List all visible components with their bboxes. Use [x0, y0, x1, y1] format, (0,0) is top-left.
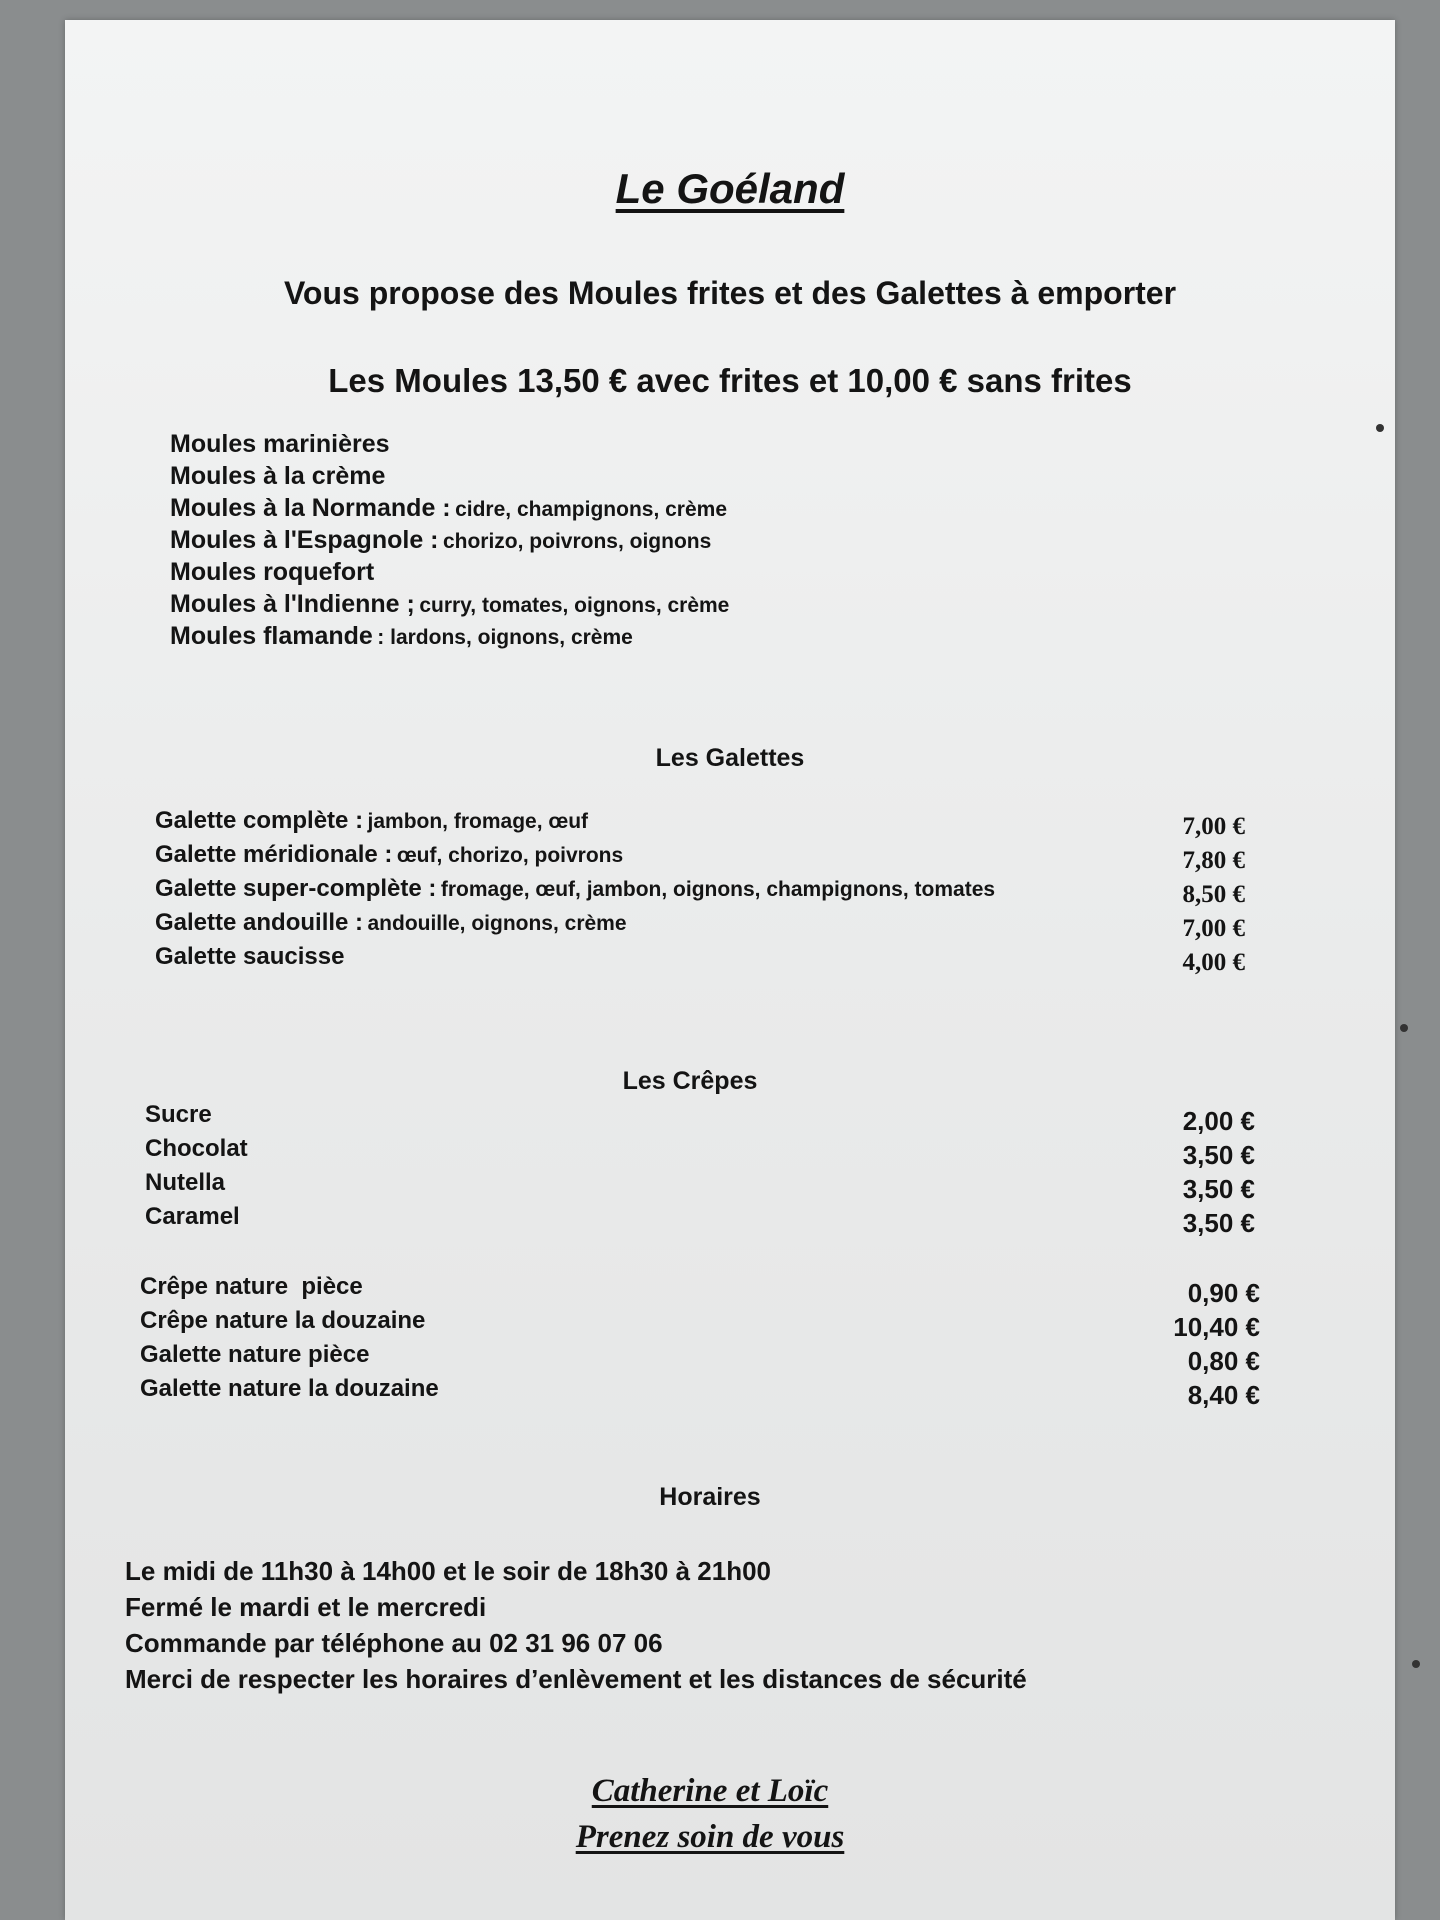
moule-name: Moules roquefort [170, 558, 375, 586]
item-name: Crêpe nature la douzaine [140, 1307, 426, 1334]
moule-name: Moules flamande [170, 622, 373, 650]
horaires-line: Merci de respecter les horaires d’enlèvement et les distances de sécurité [125, 1664, 1027, 1694]
moule-item [170, 428, 729, 460]
item-name: Galette andouille : [155, 909, 364, 936]
moules-heading: Les Moules 13,50 € avec frites et 10,00 € sans frites [328, 362, 1132, 399]
signature-names: Catherine et Loïc [591, 1773, 829, 1809]
moule-desc: curry, tomates, oignons, crème [419, 594, 730, 617]
galette-row [155, 872, 1245, 906]
item-desc: andouille, oignons, crème [367, 912, 627, 935]
pin-dot [1376, 424, 1384, 432]
horaires-line: Fermé le mardi et le mercredi [125, 1592, 487, 1622]
item-name: Crêpe nature pièce [140, 1273, 363, 1300]
moule-name: Moules marinières [170, 430, 390, 458]
pin-dot [1400, 1024, 1408, 1032]
moule-name: Moules à l'Indienne ; [170, 590, 415, 618]
crepe-row [145, 1166, 1255, 1204]
pin-dot [1412, 1660, 1420, 1668]
nature-row [140, 1372, 1260, 1410]
item-desc: œuf, chorizo, poivrons [396, 844, 624, 867]
moule-item [170, 588, 729, 620]
item-price: 4,00 € [1182, 949, 1245, 976]
item-price: 8,50 € [1182, 881, 1245, 908]
moule-item [170, 492, 729, 524]
moule-desc: cidre, champignons, crème [455, 498, 728, 521]
moule-name: Moules à la crème [170, 462, 386, 490]
horaires-line: Commande par téléphone au 02 31 96 07 06 [125, 1628, 663, 1658]
moule-item [170, 556, 729, 588]
item-price: 3,50 € [1182, 1208, 1255, 1238]
crepe-row [145, 1098, 1255, 1136]
item-name: Caramel [145, 1203, 240, 1230]
item-name: Galette saucisse [155, 943, 345, 970]
galettes-list [155, 804, 1245, 974]
horaires-title: Horaires [659, 1483, 761, 1511]
nature-list [140, 1270, 1260, 1410]
item-price: 8,40 € [1187, 1380, 1260, 1410]
item-desc: jambon, fromage, œuf [367, 810, 589, 833]
restaurant-title: Le Goéland [615, 165, 845, 212]
moule-name: Moules à la Normande : [170, 494, 451, 522]
crepes-list [145, 1098, 1255, 1238]
moules-list [170, 428, 729, 652]
moule-name: Moules à l'Espagnole : [170, 526, 439, 554]
moule-desc: : lardons, oignons, crème [377, 626, 633, 649]
galette-row [155, 906, 1245, 940]
item-name: Chocolat [145, 1135, 248, 1162]
item-name: Galette nature pièce [140, 1341, 370, 1368]
item-name: Galette complète : [155, 807, 364, 834]
signature [45, 1768, 1375, 1860]
galette-row [155, 940, 1245, 974]
nature-row [140, 1304, 1260, 1342]
galettes-title: Les Galettes [655, 744, 805, 772]
nature-row [140, 1338, 1260, 1376]
galette-row [155, 804, 1245, 838]
item-name: Nutella [145, 1169, 226, 1196]
signature-message: Prenez soin de vous [575, 1819, 845, 1855]
item-price: 7,80 € [1182, 847, 1245, 874]
item-name: Galette méridionale : [155, 841, 393, 868]
item-price: 3,50 € [1182, 1140, 1255, 1170]
moule-item [170, 524, 729, 556]
item-desc: fromage, œuf, jambon, oignons, champignons, tomates [440, 878, 996, 901]
moule-item [170, 460, 729, 492]
menu-sheet [65, 20, 1395, 1920]
horaires-lines [125, 1553, 1027, 1697]
galette-row [155, 838, 1245, 872]
crepe-row [145, 1132, 1255, 1170]
item-price: 7,00 € [1182, 915, 1245, 942]
item-name: Sucre [145, 1101, 212, 1128]
item-name: Galette nature la douzaine [140, 1375, 439, 1402]
moule-desc: chorizo, poivrons, oignons [442, 530, 712, 553]
item-price: 7,00 € [1182, 813, 1245, 840]
intro-line: Vous propose des Moules frites et des Galettes à emporter [283, 275, 1177, 311]
item-name: Galette super-complète : [155, 875, 437, 902]
moule-item [170, 620, 729, 652]
nature-row [140, 1270, 1260, 1308]
item-price: 10,40 € [1173, 1312, 1260, 1342]
crepes-title: Les Crêpes [622, 1067, 758, 1095]
item-price: 2,00 € [1182, 1106, 1255, 1136]
item-price: 3,50 € [1182, 1174, 1255, 1204]
item-price: 0,90 € [1187, 1278, 1260, 1308]
crepe-row [145, 1200, 1255, 1238]
item-price: 0,80 € [1187, 1346, 1260, 1376]
horaires-line: Le midi de 11h30 à 14h00 et le soir de 18h30 à 21h00 [125, 1556, 772, 1586]
